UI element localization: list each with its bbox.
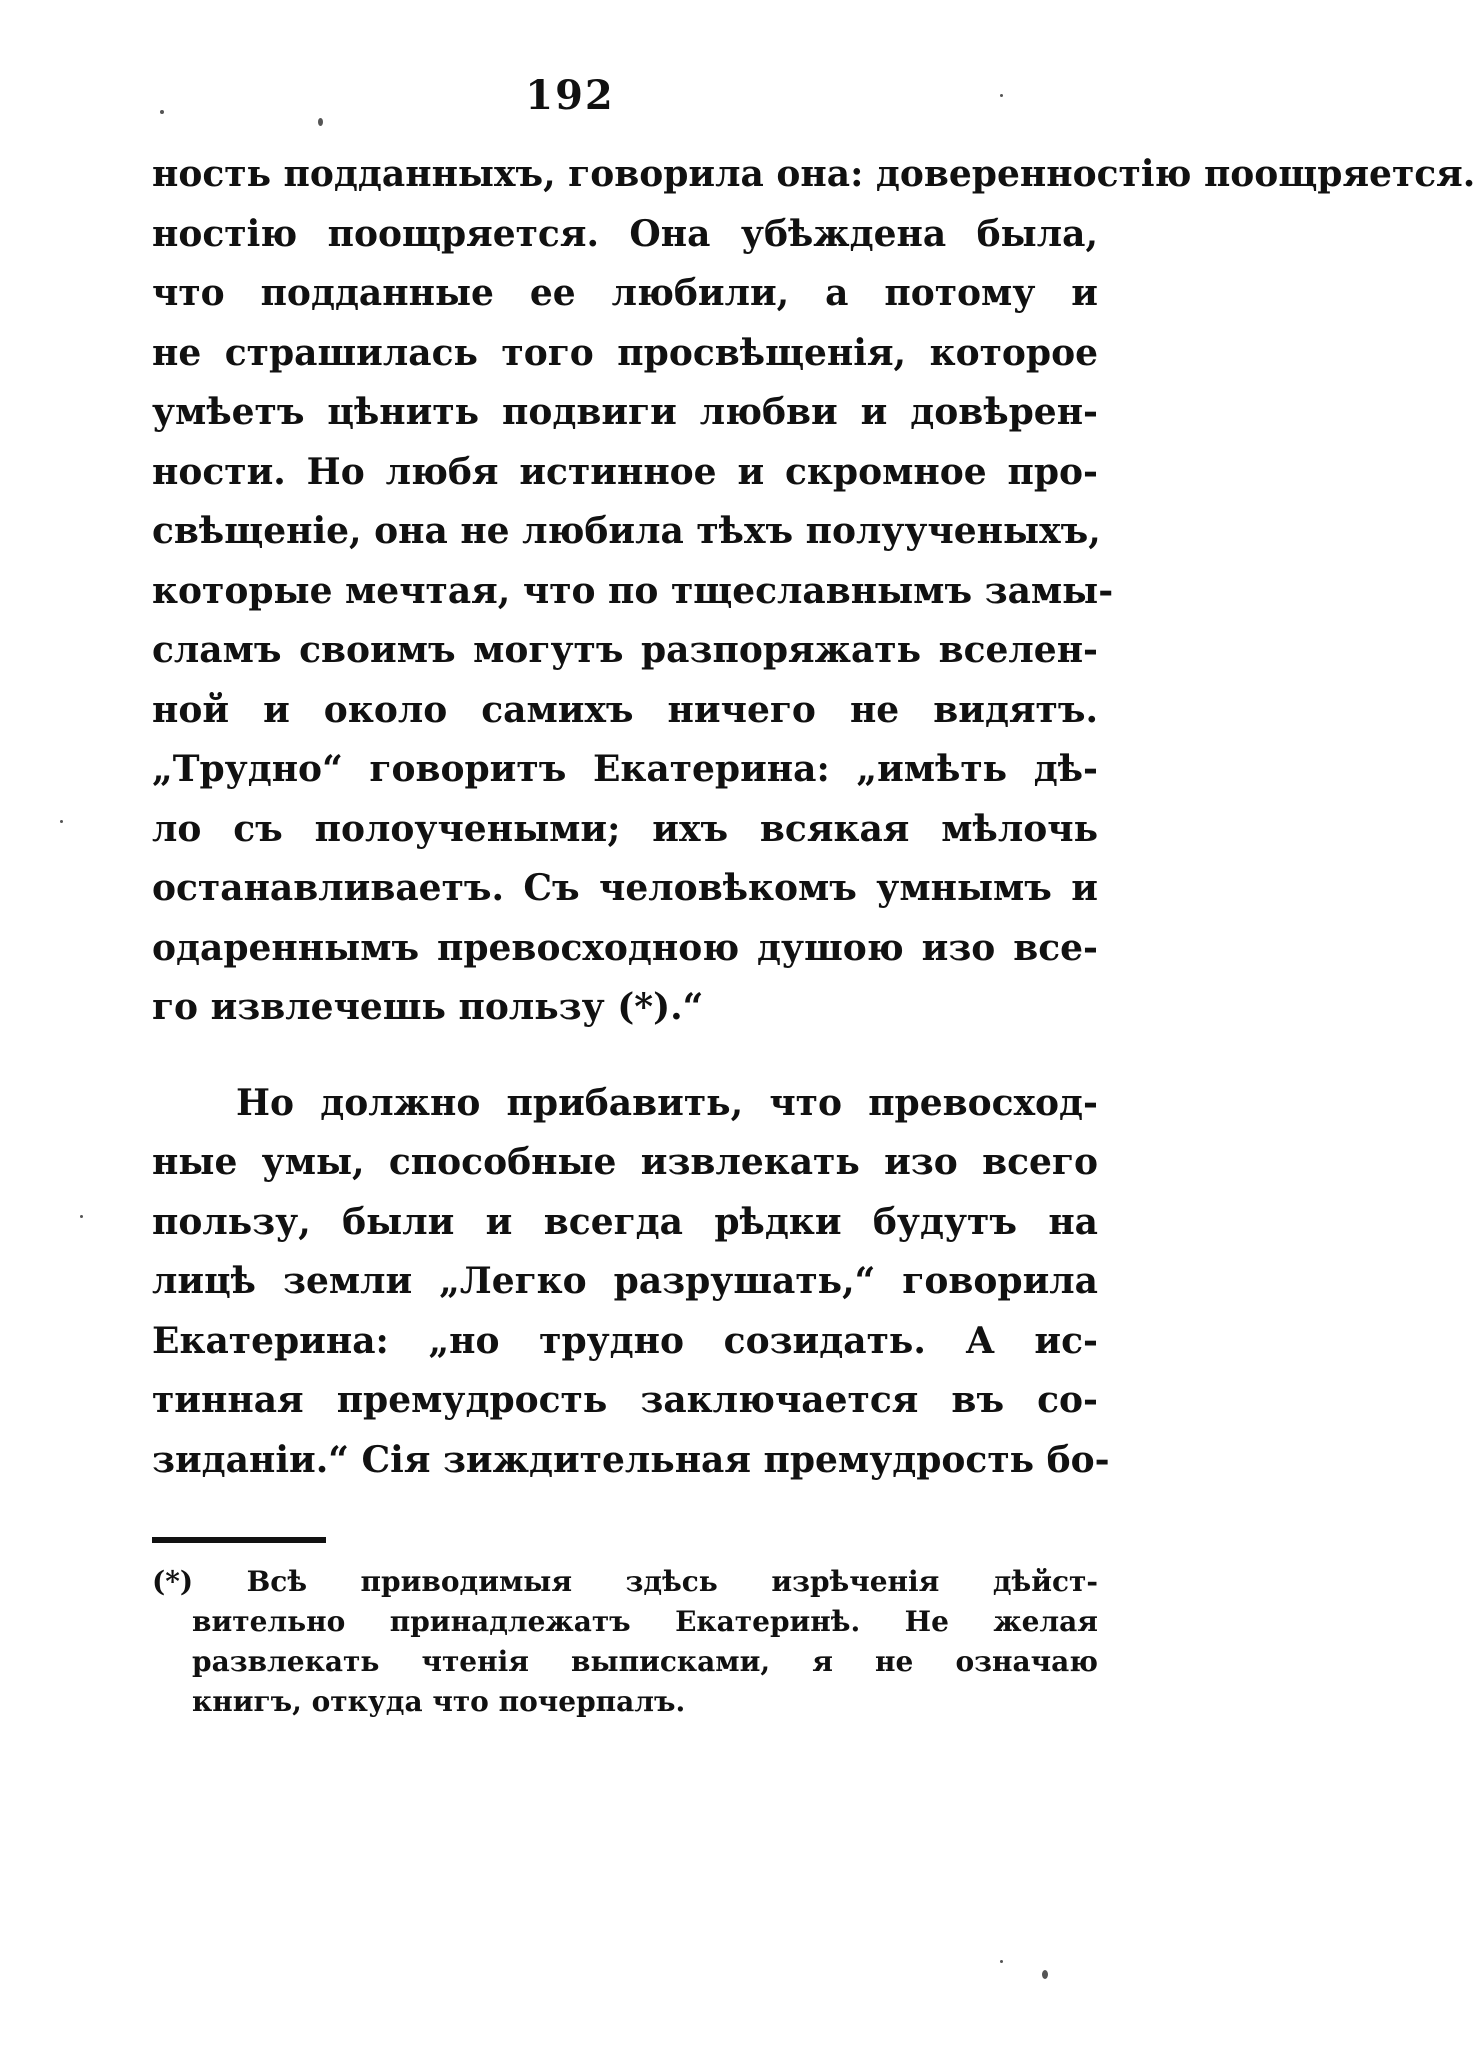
text-line: Екатерина: „но трудно созидать. А ис-	[152, 1319, 1098, 1362]
scan-speck	[160, 110, 164, 114]
text-line: пользу, были и всегда рѣдки будутъ на	[152, 1200, 1098, 1243]
page-number: 192	[525, 72, 615, 119]
text-line: зиданіи.“ Сія зиждительная премудрость бо-	[152, 1438, 1110, 1481]
text-line: сламъ своимъ могутъ разпоряжать вселен-	[152, 629, 1098, 671]
main-text	[152, 145, 1475, 1490]
footnote-line: (*) Всѣ приводимыя здѣсь изрѣченія дѣйст-	[152, 1565, 1098, 1598]
footnote-line: вительно принадлежатъ Екатеринѣ. Не желая	[192, 1605, 1098, 1638]
paragraph-gap	[152, 1038, 1098, 1074]
text-line: которые мечтая, что по тщеславнымъ замы-	[152, 569, 1114, 612]
text-line: го извлечешь пользу (*).“	[152, 986, 704, 1028]
text-line: ность подданныхъ, говорила она: доверенностію поощряется.	[152, 153, 1475, 195]
footnote-line: развлекать чтенія выписками, я не означаю	[192, 1645, 1098, 1678]
text-line: „Трудно“ говоритъ Екатерина: „имѣть дѣ-	[152, 748, 1098, 790]
text-line: останавливаетъ. Съ человѣкомъ умнымъ и	[152, 867, 1098, 909]
text-line: ности. Но любя истинное и скромное про-	[152, 450, 1098, 493]
text-line: ностію поощряется. Она убѣждена была,	[152, 212, 1098, 255]
text-line: одареннымъ превосходною душою изо все-	[152, 926, 1098, 969]
text-line: лицѣ земли „Легко разрушать,“ говорила	[152, 1260, 1098, 1302]
text-line: Но должно прибавить, что превосход-	[236, 1081, 1098, 1124]
text-line: не страшилась того просвѣщенія, которое	[152, 331, 1098, 374]
scan-speck	[1000, 94, 1003, 97]
footnote-line: книгъ, откуда что почерпалъ.	[192, 1685, 686, 1718]
scan-speck	[60, 820, 63, 823]
text-line: тинная премудрость заключается въ со-	[152, 1379, 1098, 1421]
scan-speck	[1000, 1960, 1003, 1963]
footnote-rule	[152, 1537, 326, 1543]
scan-speck	[318, 118, 323, 126]
text-line: что подданные ее любили, а потому и	[152, 272, 1098, 314]
scan-speck	[1042, 1970, 1048, 1979]
text-line: ло съ полоучеными; ихъ всякая мѣлочь	[152, 807, 1098, 850]
text-line: умѣетъ цѣнить подвиги любви и довѣрен-	[152, 391, 1098, 433]
text-line: ной и около самихъ ничего не видятъ.	[152, 688, 1098, 731]
scan-speck	[80, 1215, 83, 1218]
footnote	[152, 1562, 1098, 1722]
text-line: ные умы, способные извлекать изо всего	[152, 1141, 1098, 1183]
text-line: свѣщеніе, она не любила тѣхъ полуученыхъ,	[152, 510, 1101, 552]
